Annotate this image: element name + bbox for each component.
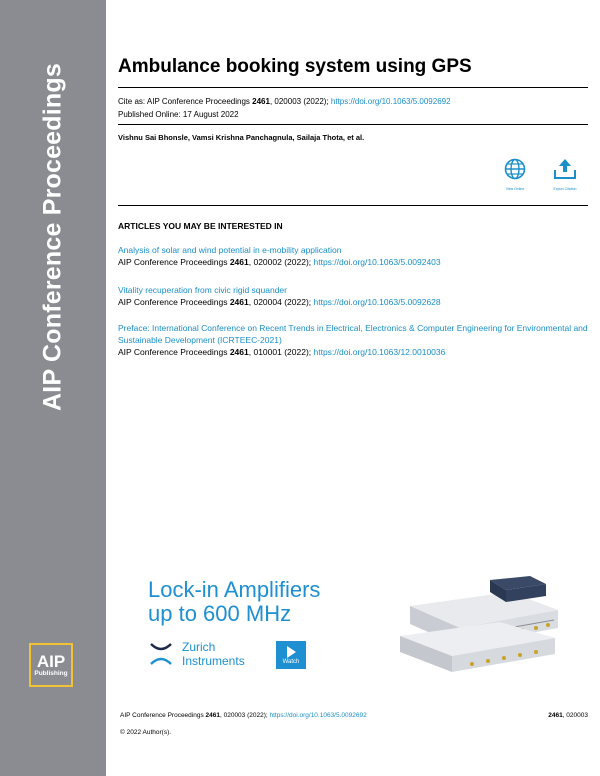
- title-rule: [118, 87, 588, 88]
- published-date: Published Online: 17 August 2022: [118, 110, 239, 119]
- zurich-instruments-logo: Zurich Instruments: [148, 640, 245, 668]
- related-article: [118, 284, 588, 308]
- play-icon: [287, 646, 296, 658]
- related-article: [118, 244, 588, 268]
- footer-citation: AIP Conference Proceedings 2461, 020003 (2022); https://doi.org/10.1063/5.0092692 2461, 020003: [120, 712, 588, 719]
- footer-page-id: 2461, 020003: [548, 712, 588, 719]
- related-article-citation: AIP Conference Proceedings 2461, 020002 (2022); https://doi.org/10.1063/5.0092403: [118, 257, 441, 267]
- footer-doi-link[interactable]: https://doi.org/10.1063/5.0092692: [269, 712, 367, 719]
- related-article-doi[interactable]: https://doi.org/10.1063/12.0010036: [313, 347, 446, 357]
- authors: Vishnu Sai Bhonsle, Vamsi Krishna Panchagnula, Sailaja Thota, et al.: [118, 133, 365, 142]
- related-article-title[interactable]: Vitality recuperation from civic rigid squander: [118, 285, 287, 295]
- advertisement-banner[interactable]: [118, 568, 565, 676]
- related-article-doi[interactable]: https://doi.org/10.1063/5.0092403: [313, 257, 441, 267]
- related-article: [118, 322, 588, 358]
- aip-publishing-logo[interactable]: [29, 643, 73, 687]
- article-title: Ambulance booking system using GPS: [118, 56, 472, 77]
- export-citation-button[interactable]: [550, 158, 580, 191]
- meta-rule: [118, 124, 588, 125]
- section-rule: [118, 205, 588, 206]
- citation-line: Cite as: AIP Conference Proceedings 2461, 020003 (2022); https://doi.org/10.1063/5.0092692: [118, 97, 451, 106]
- logo-main: AIP: [36, 651, 66, 671]
- logo-sub: Publishing: [34, 669, 68, 677]
- view-online-label: View Online: [505, 187, 525, 191]
- export-icon: [553, 158, 577, 180]
- related-article-title[interactable]: Analysis of solar and wind potential in e-mobility application: [118, 245, 342, 255]
- watch-button[interactable]: Watch: [276, 641, 306, 669]
- export-citation-label: Export Citation: [553, 187, 577, 191]
- related-article-doi[interactable]: https://doi.org/10.1063/5.0092628: [313, 297, 441, 307]
- view-online-button[interactable]: [502, 158, 528, 191]
- related-heading: ARTICLES YOU MAY BE INTERESTED IN: [118, 221, 283, 231]
- related-article-citation: AIP Conference Proceedings 2461, 010001 (2022); https://doi.org/10.1063/12.0010036: [118, 347, 446, 357]
- doi-link[interactable]: https://doi.org/10.1063/5.0092692: [330, 97, 451, 106]
- ad-headline: Lock-in Amplifiers up to 600 MHz: [148, 577, 321, 626]
- sidebar: [0, 0, 106, 776]
- journal-title: AIP Conference Proceedings: [38, 63, 67, 411]
- copyright: © 2022 Author(s).: [120, 729, 172, 736]
- globe-icon: [504, 158, 526, 180]
- related-article-citation: AIP Conference Proceedings 2461, 020004 (2022); https://doi.org/10.1063/5.0092628: [118, 297, 441, 307]
- zurich-x-icon: [148, 641, 174, 667]
- lock-in-amplifier-image: [390, 576, 562, 674]
- related-article-title[interactable]: Preface: International Conference on Recent Trends in Electrical, Electronics & Computer Engineering for Environmental and Sustainable Development (ICRTEEC-2021): [118, 323, 588, 345]
